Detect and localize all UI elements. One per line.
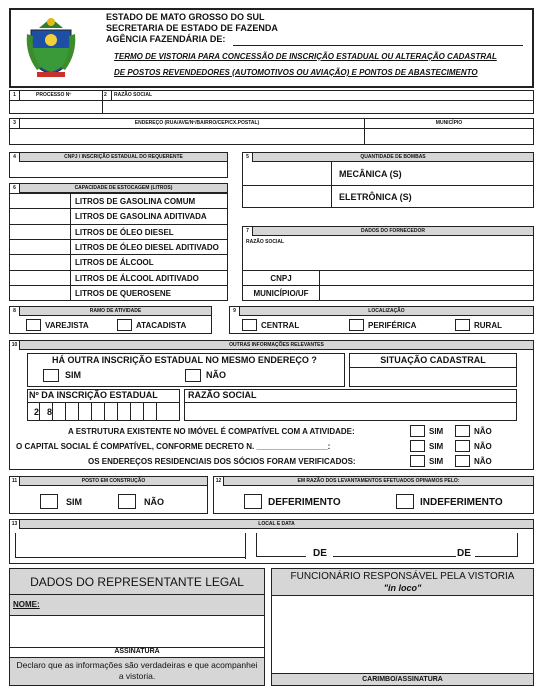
capital-question: O CAPITAL SOCIAL É COMPATÍVEL, CONFORME DECRETO N. ________________: [16, 442, 331, 451]
capacidade-row [10, 254, 227, 269]
capacidade-row [10, 208, 227, 223]
capital-nao-checkbox[interactable] [455, 440, 470, 452]
processo-label: PROCESSO Nº [36, 92, 72, 98]
indeferimento-checkbox[interactable] [396, 494, 414, 509]
section-number: 10 [10, 341, 20, 350]
form-title-line-2: DE POSTOS REVENDEDORES (AUTOMOTIVOS OU AVIAÇÃO) E PONTOS DE ABASTECIMENTO [114, 68, 478, 77]
estrutura-sim-checkbox[interactable] [410, 425, 425, 437]
enderecos-nao-checkbox[interactable] [455, 455, 470, 467]
mecanica-label: MECÂNICA (S) [339, 169, 402, 179]
inscricao-digit-1: 2 [34, 407, 40, 417]
section-localizacao [229, 306, 534, 334]
carimbo-label: CARIMBO/ASSINATURA [272, 673, 533, 685]
capacidade-valor-field[interactable] [10, 286, 70, 301]
local-field[interactable] [15, 533, 245, 558]
inscricao-digit-2: 8 [47, 407, 53, 417]
capacidade-item-label: LITROS DE QUEROSENE [75, 288, 172, 298]
header-box [9, 8, 534, 88]
section-number: 3 [10, 119, 20, 128]
processo-field[interactable] [10, 101, 102, 113]
digit-separator [104, 403, 105, 420]
funcionario-responsavel-box [271, 568, 534, 686]
capital-nao-label: NÃO [474, 442, 492, 451]
eletronica-label: ELETRÔNICA (S) [339, 192, 412, 202]
outra-inscricao-sim-checkbox[interactable] [43, 369, 59, 382]
section-bombas [242, 152, 534, 208]
rural-checkbox[interactable] [455, 319, 470, 331]
parecer-label: EM RAZÃO DOS LEVANTAMENTOS EFETUADOS OPINAMOS PELO: [224, 477, 533, 486]
atacadista-label: ATACADISTA [136, 321, 187, 330]
municipio-field[interactable] [365, 129, 533, 144]
estrutura-nao-checkbox[interactable] [455, 425, 470, 437]
section-parecer [213, 476, 534, 514]
razao-social-field[interactable] [103, 101, 533, 113]
outra-inscricao-nao-checkbox[interactable] [185, 369, 201, 382]
construcao-nao-label: NÃO [144, 497, 164, 507]
deferimento-label: DEFERIMENTO [268, 497, 341, 508]
digit-separator [156, 403, 157, 420]
central-checkbox[interactable] [242, 319, 257, 331]
section-number: 7 [243, 227, 253, 236]
section-posto-construcao [9, 476, 208, 514]
section-number: 9 [230, 307, 240, 316]
header-line-1: ESTADO DE MATO GROSSO DO SUL [106, 12, 265, 22]
funcionario-title: FUNCIONÁRIO RESPONSÁVEL PELA VISTORIA [290, 571, 515, 582]
bombas-label: QUANTIDADE DE BOMBAS [253, 153, 533, 162]
capacidade-label: CAPACIDADE DE ESTOCAGEM (LITROS) [20, 184, 227, 193]
inscricao-estadual-label: Nº DA INSCRIÇÃO ESTADUAL [29, 390, 158, 400]
capacidade-row [10, 239, 227, 254]
digit-separator [39, 403, 40, 420]
section-number: 5 [243, 153, 253, 162]
carimbo-field[interactable] [272, 595, 533, 673]
ano-field[interactable] [475, 556, 517, 557]
capacidade-item-label: LITROS DE ÓLEO DIESEL [75, 227, 174, 237]
enderecos-nao-label: NÃO [474, 457, 492, 466]
enderecos-question: OS ENDEREÇOS RESIDENCIAIS DOS SÓCIOS FORAM VERIFICADOS: [88, 457, 356, 466]
capacidade-row [10, 285, 227, 300]
digit-separator [52, 403, 53, 420]
digit-separator [65, 403, 66, 420]
digit-separator [130, 403, 131, 420]
fornecedor-cnpj-label: CNPJ [270, 274, 292, 283]
ramo-label: RAMO DE ATIVIDADE [20, 307, 211, 316]
nome-field[interactable] [10, 615, 264, 647]
coat-of-arms-icon [23, 14, 79, 80]
varejista-label: VAREJISTA [45, 321, 89, 330]
capital-sim-label: SIM [429, 442, 444, 451]
digit-separator [78, 403, 79, 420]
inscricao-razao-label: RAZÃO SOCIAL [188, 390, 257, 400]
central-label: CENTRAL [261, 321, 300, 330]
estrutura-question: A ESTRUTURA EXISTENTE NO IMÓVEL É COMPATÍVEL COM A ATIVIDADE: [68, 427, 355, 436]
section-ramo [9, 306, 212, 334]
section-number: 1 [10, 91, 20, 100]
header-line-2: SECRETARIA DE ESTADO DE FAZENDA [106, 23, 278, 33]
fornecedor-municipio-label: MUNICÍPIO/UF [253, 289, 309, 298]
periferica-label: PERIFÉRICA [368, 321, 417, 330]
localizacao-label: LOCALIZAÇÃO [240, 307, 533, 316]
section-number: 6 [10, 184, 20, 193]
representante-title: DADOS DO REPRESENTANTE LEGAL [10, 569, 264, 595]
section-number: 13 [10, 520, 20, 529]
section-fornecedor [242, 226, 534, 301]
municipio-label: MUNICÍPIO [435, 120, 463, 126]
dia-field[interactable] [256, 556, 306, 557]
digit-separator [143, 403, 144, 420]
posto-construcao-label: POSTO EM CONSTRUÇÃO [20, 477, 207, 486]
section-outras-informacoes [9, 340, 534, 470]
construcao-sim-label: SIM [66, 497, 83, 507]
section-cnpj [9, 152, 228, 178]
capacidade-valor-field[interactable] [10, 271, 70, 286]
mecanica-field[interactable] [243, 163, 331, 185]
assinatura-label: ASSINATURA [114, 648, 160, 655]
section-number: 4 [10, 153, 20, 162]
capital-sim-checkbox[interactable] [410, 440, 425, 452]
capacidade-item-label: LITROS DE ÁLCOOL [75, 258, 154, 268]
in-loco-label: "in loco" [383, 583, 422, 593]
estrutura-nao-label: NÃO [474, 427, 492, 436]
outra-inscricao-sim-label: SIM [65, 370, 82, 380]
capacidade-valor-field[interactable] [10, 240, 70, 255]
capacidade-row [10, 224, 227, 239]
de-label-1: DE [313, 548, 327, 559]
digit-separator [117, 403, 118, 420]
section-capacidade [9, 183, 228, 301]
capacidade-valor-field[interactable] [10, 194, 70, 209]
form-title-line-1: TERMO DE VISTORIA PARA CONCESSÃO DE INSCRIÇÃO ESTADUAL OU ALTERAÇÃO CADASTRAL [114, 52, 497, 61]
local-data-label: LOCAL E DATA [20, 520, 533, 529]
section-endereco [9, 118, 534, 145]
fornecedor-cnpj-field[interactable] [320, 271, 533, 285]
fornecedor-label: DADOS DO FORNECEDOR [253, 227, 533, 236]
varejista-checkbox[interactable] [26, 319, 41, 331]
section-local-data [9, 519, 534, 564]
outras-label: OUTRAS INFORMAÇÕES RELEVANTES [20, 341, 533, 350]
de-label-2: DE [457, 548, 471, 559]
periferica-checkbox[interactable] [349, 319, 364, 331]
fornecedor-razao-label: RAZÃO SOCIAL [246, 239, 285, 245]
declaracao-text: Declaro que as informações são verdadeiras e que acompanhei a vistoria. [10, 657, 264, 685]
capacidade-item-label: LITROS DE GASOLINA COMUM [75, 197, 196, 206]
capacidade-item-label: LITROS DE ÁLCOOL ADITIVADO [75, 273, 199, 283]
eletronica-field[interactable] [243, 186, 331, 207]
endereco-label: ENDEREÇO (RUA/AVE/Nº/BAIRRO/CEP/CX.POSTAL) [134, 120, 260, 126]
construcao-sim-checkbox[interactable] [40, 494, 58, 509]
capacidade-valor-field[interactable] [10, 225, 70, 240]
indeferimento-label: INDEFERIMENTO [420, 497, 503, 508]
section-number: 2 [104, 92, 107, 98]
representante-legal-box [9, 568, 265, 686]
cnpj-field[interactable] [10, 163, 227, 177]
fornecedor-razao-field[interactable] [243, 247, 533, 270]
header-line-3: AGÊNCIA FAZENDÁRIA DE: [106, 34, 226, 44]
enderecos-sim-checkbox[interactable] [410, 455, 425, 467]
outra-inscricao-question: HÁ OUTRA INSCRIÇÃO ESTADUAL NO MESMO ENDEREÇO ? [52, 355, 317, 365]
section-number: 8 [10, 307, 20, 316]
digit-separator [91, 403, 92, 420]
nome-label: NOME: [13, 600, 40, 609]
rural-label: RURAL [474, 321, 502, 330]
razao-social-label: RAZÃO SOCIAL [114, 92, 153, 98]
capacidade-valor-field[interactable] [10, 255, 70, 270]
cnpj-label: CNPJ / INSCRIÇÃO ESTADUAL DO REQUERENTE [20, 153, 227, 162]
atacadista-checkbox[interactable] [117, 319, 132, 331]
mes-field[interactable] [333, 556, 456, 557]
construcao-nao-checkbox[interactable] [118, 494, 136, 509]
capacidade-row [10, 270, 227, 285]
section-processo-razao [9, 90, 534, 114]
deferimento-checkbox[interactable] [244, 494, 262, 509]
outra-inscricao-nao-label: NÃO [206, 370, 226, 380]
section-number: 11 [10, 477, 20, 486]
capacidade-valor-field[interactable] [10, 209, 70, 224]
capacidade-item-label: LITROS DE GASOLINA ADITIVADA [75, 212, 207, 222]
section-number: 12 [214, 477, 224, 486]
enderecos-sim-label: SIM [429, 457, 444, 466]
fornecedor-municipio-field[interactable] [320, 286, 533, 300]
capacidade-row [10, 193, 227, 208]
situacao-cadastral-label: SITUAÇÃO CADASTRAL [380, 355, 486, 365]
estrutura-sim-label: SIM [429, 427, 444, 436]
endereco-field[interactable] [10, 129, 364, 144]
capacidade-item-label: LITROS DE ÓLEO DIESEL ADITIVADO [75, 242, 219, 252]
